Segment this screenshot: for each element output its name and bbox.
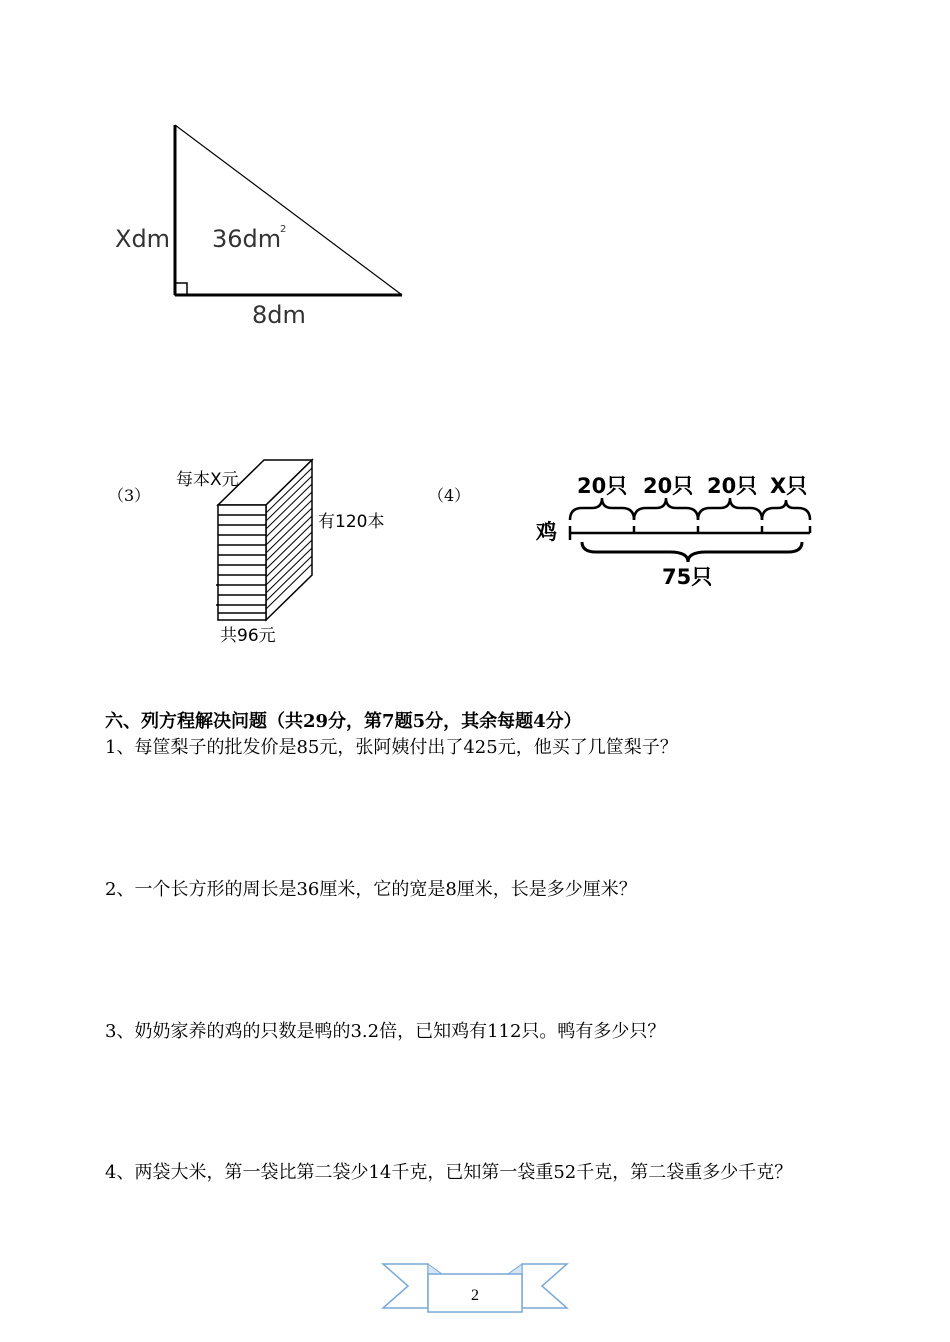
books-total-label: 共96元 [220,626,276,646]
question-2: 2、一个长方形的周长是36厘米，它的宽是8厘米，长是多少厘米？ [105,879,637,900]
page-number: 2 [471,1287,479,1304]
question-3: 3、奶奶家养的鸡的只数是鸭的3.2倍，已知鸡有112只。鸭有多少只？ [105,1021,666,1042]
segment-label-4: X只 [770,474,808,498]
question-1: 1、每筐梨子的批发价是85元，张阿姨付出了425元，他买了几筐梨子？ [105,737,678,758]
books-count-label: 有120本 [318,512,385,532]
figure-3-number: （3） [108,486,151,505]
figure-4-number: （4） [428,486,471,505]
question-4: 4、两袋大米，第一袋比第二袋少14千克，已知第一袋重52千克，第二袋重多少千克？ [105,1162,793,1183]
triangle-base-label: 8dm [252,301,306,329]
triangle-area-superscript: 2 [280,224,287,235]
triangle-figure [100,115,420,335]
segment-label-3: 20只 [707,474,758,498]
segment-label-1: 20只 [577,474,628,498]
chickens-diagram [530,460,830,595]
right-angle-mark [175,283,187,295]
total-label: 75只 [662,565,713,589]
section-title: 六、列方程解决问题（共29分，第7题5分，其余每题4分） [105,711,582,732]
triangle-side-label: Xdm [115,225,171,253]
triangle-hypotenuse [175,125,402,295]
bottom-brace [582,542,802,562]
books-front-face [218,505,266,620]
segment-label-2: 20只 [643,474,694,498]
top-braces [570,498,810,520]
books-stack-figure [170,455,430,655]
chicken-row-label: 鸡 [536,520,557,544]
books-price-label: 每本X元 [176,470,239,490]
page-number-ribbon [380,1258,570,1316]
triangle-area-label: 36dm [212,225,282,253]
